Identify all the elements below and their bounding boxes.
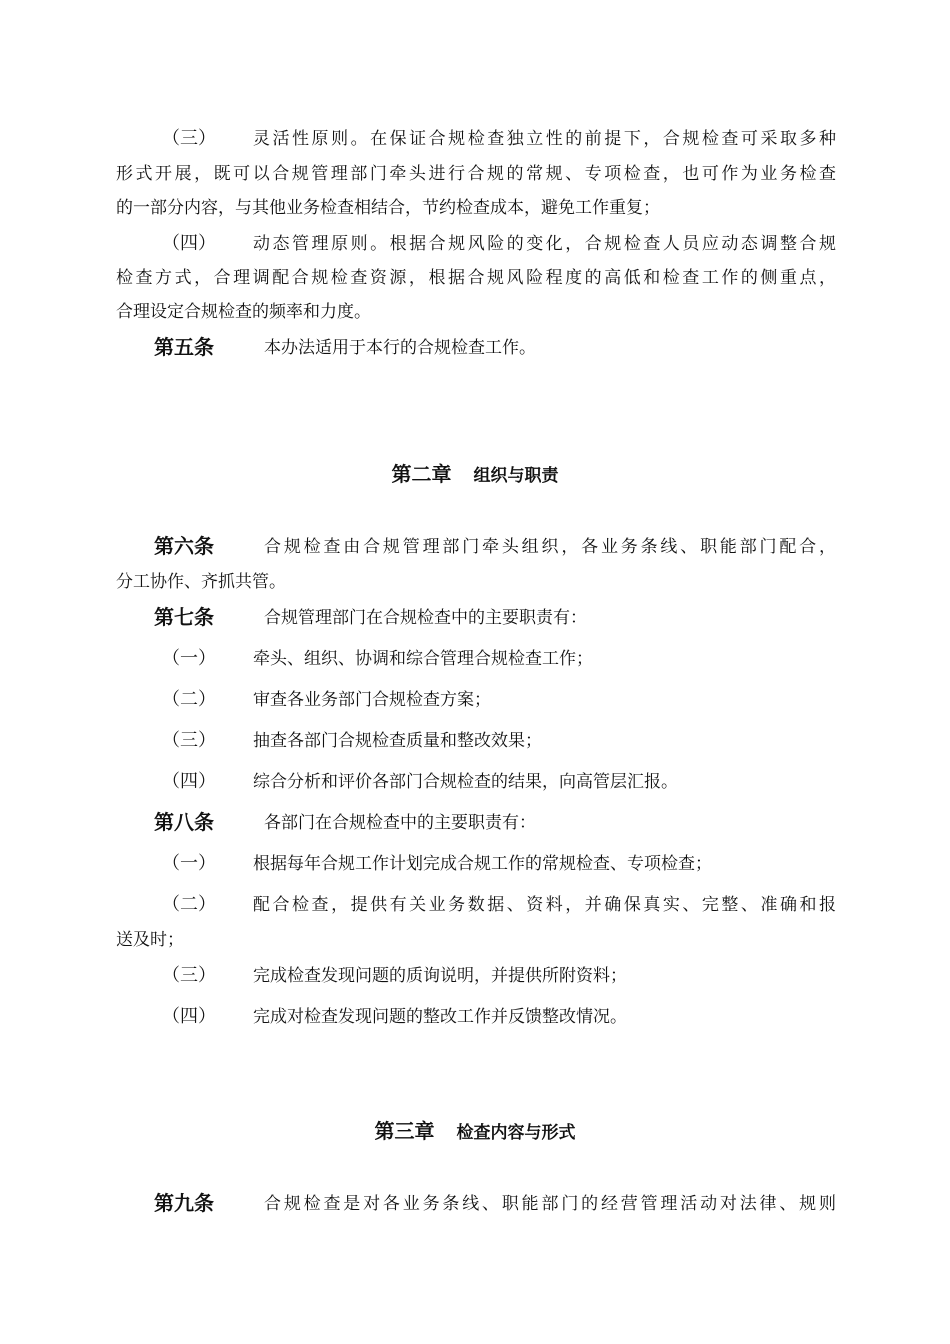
article-8-item-1-label: （一）: [162, 853, 216, 874]
article-6-label: 第六条: [154, 534, 214, 558]
article-7-item-4-label: （四）: [162, 771, 216, 792]
section-4-text: 动态管理原则。根据合规风险的变化，合规检查人员应动态调整合规: [253, 234, 836, 254]
article-7-item-1-text: 牵头、组织、协调和综合管理合规检查工作；: [253, 649, 593, 669]
section-4-line-3: 合理设定合规检查的频率和力度。: [116, 302, 371, 322]
article-8-item-2-cont: 送及时；: [116, 930, 184, 950]
article-7-item-2-text: 审查各业务部门合规检查方案；: [253, 690, 491, 710]
chapter-3-title: 检查内容与形式: [456, 1123, 576, 1143]
article-5-label: 第五条: [154, 335, 214, 359]
article-7-item-3-text: 抽查各部门合规检查质量和整改效果；: [253, 731, 542, 751]
article-8-item-1-text: 根据每年合规工作计划完成合规工作的常规检查、专项检查；: [253, 854, 712, 874]
article-7-item-4-text: 综合分析和评价各部门合规检查的结果，向高管层汇报。: [253, 772, 678, 792]
chapter-3-heading: [0, 1115, 950, 1144]
article-7-label: 第七条: [154, 605, 214, 629]
article-6-line-2: 分工协作、齐抓共管。: [116, 572, 286, 592]
article-8-item-4-label: （四）: [162, 1006, 216, 1027]
article-7-item-1-label: （一）: [162, 648, 216, 669]
article-9-label: 第九条: [154, 1191, 214, 1215]
section-4-label: （四）: [162, 233, 216, 254]
article-8-text: 各部门在合规检查中的主要职责有：: [264, 813, 536, 833]
article-6-text: 合规检查由合规管理部门牵头组织，各业务条线、职能部门配合，: [264, 537, 836, 557]
article-5-text: 本办法适用于本行的合规检查工作。: [264, 338, 536, 358]
chapter-3-number: 第三章: [374, 1119, 435, 1143]
article-8-item-2-label: （二）: [162, 894, 216, 915]
article-8-item-2-text: 配合检查，提供有关业务数据、资料，并确保真实、完整、准确和报: [253, 895, 836, 915]
chapter-2-heading: [0, 458, 950, 487]
article-8-item-3-label: （三）: [162, 965, 216, 986]
article-8-item-3-text: 完成检查发现问题的质询说明，并提供所附资料；: [253, 966, 627, 986]
article-8-item-4-text: 完成对检查发现问题的整改工作并反馈整改情况。: [253, 1007, 627, 1027]
section-3-line-2: 形式开展，既可以合规管理部门牵头进行合规的常规、专项检查，也可作为业务检查: [116, 164, 836, 184]
article-9-text: 合规检查是对各业务条线、职能部门的经营管理活动对法律、规则: [264, 1194, 836, 1214]
article-7-text: 合规管理部门在合规检查中的主要职责有：: [264, 608, 587, 628]
section-3-label: （三）: [162, 128, 216, 149]
article-7-item-3-label: （三）: [162, 730, 216, 751]
chapter-2-title: 组织与职责: [473, 466, 559, 486]
chapter-2-number: 第二章: [391, 462, 452, 486]
section-3-line-3: 的一部分内容，与其他业务检查相结合，节约检查成本，避免工作重复；: [116, 198, 660, 218]
section-4-line-2: 检查方式，合理调配合规检查资源，根据合规风险程度的高低和检查工作的侧重点，: [116, 268, 836, 288]
article-7-item-2-label: （二）: [162, 689, 216, 710]
section-3-text: 灵活性原则。在保证合规检查独立性的前提下，合规检查可采取多种: [253, 129, 836, 149]
article-8-label: 第八条: [154, 810, 214, 834]
